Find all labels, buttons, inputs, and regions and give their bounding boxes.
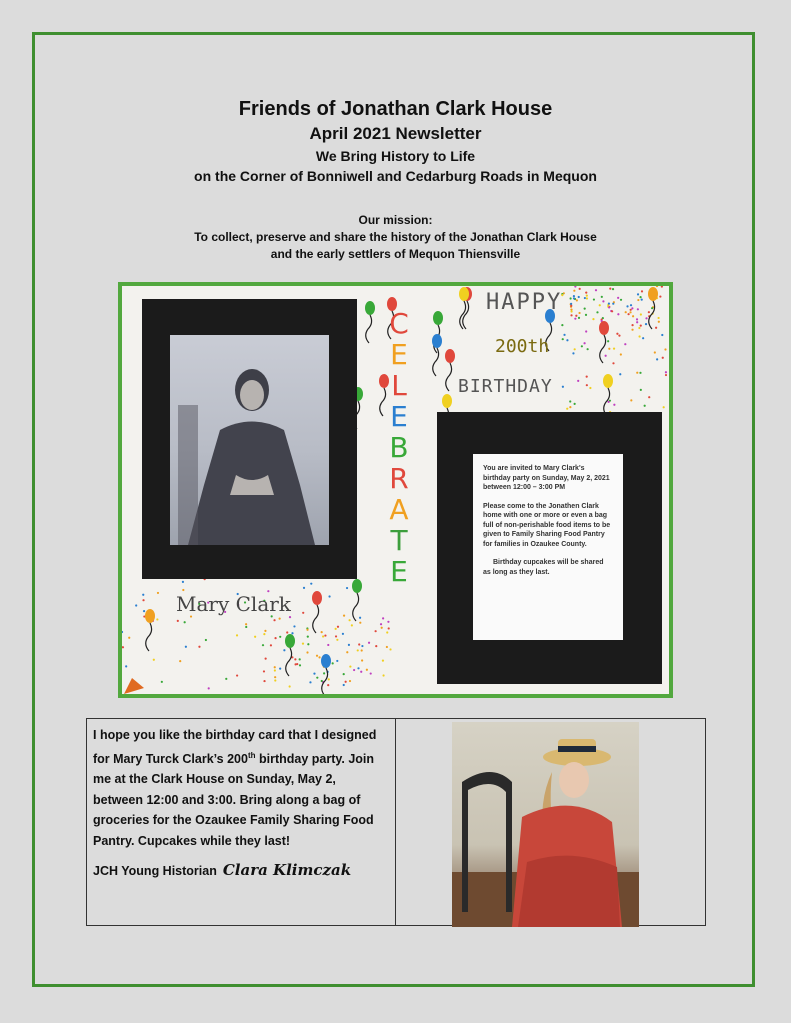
mission-label: Our mission: (358, 213, 433, 227)
mission-line-1: To collect, preserve and share the history of the Jonathan Clark House (194, 230, 597, 244)
mary-clark-label: Mary Clark (176, 592, 291, 616)
celebrate-letter: E (390, 338, 408, 371)
celebrate-letter: R (389, 462, 409, 495)
celebrate-letter: C (389, 307, 409, 340)
celebrate-letters (384, 308, 414, 587)
portrait-figure (170, 335, 329, 545)
happy-text: HAPPY (486, 290, 563, 315)
invitation-mat (437, 412, 662, 684)
young-historian-photo (452, 722, 639, 927)
celebrate-letter: T (390, 524, 408, 557)
celebrate-letter: L (391, 369, 407, 402)
birthday-text: BIRTHDAY (458, 376, 553, 397)
invite-paragraph-3: Birthday cupcakes will be shared as long as they last. (483, 559, 604, 576)
celebrate-letter: A (389, 493, 409, 526)
message-text-a: I hope you like the birthday card that I designed for Mary Turck Clark’s 200 (93, 728, 377, 766)
invite-paragraph-1: You are invited to Mary Clark's birthday party on Sunday, May 2, 2021 between 12:00 – 3:00 PM (483, 465, 610, 491)
message-text (93, 725, 389, 851)
tagline-2: on the Corner of Bonniwell and Cedarburg Roads in Mequon (194, 168, 597, 184)
celebrate-letter: B (389, 431, 409, 464)
invite-paragraph-2: Please come to the Jonathen Clark home with one or more or even a bag full of non-perishable food items to be given to Family Sharing Food Pantry for families in Ozaukee County. (483, 502, 611, 548)
celebrate-letter: E (390, 555, 408, 588)
signoff-label: JCH Young Historian (93, 864, 217, 879)
newsletter-title: Friends of Jonathan Clark House (238, 98, 553, 120)
newsletter-issue: April 2021 Newsletter (309, 124, 482, 143)
celebrate-letter: E (390, 400, 408, 433)
mary-clark-portrait (170, 335, 329, 545)
photo-cell (396, 719, 705, 925)
signature: Clara Klimczak (222, 861, 352, 880)
message-sup: th (247, 750, 256, 760)
invitation-note (473, 454, 623, 640)
mission-line-2: and the early settlers of Mequon Thiensville (270, 247, 521, 261)
mission-statement (0, 212, 791, 263)
tagline-1: We Bring History to Life (315, 148, 476, 164)
newsletter-header (0, 96, 791, 186)
message-table (86, 718, 706, 926)
message-text-b: birthday party. Join me at the Clark House on Sunday, May 2, between 12:00 and 3:00. Bring along a bag of groceries for the Ozaukee Family Sharing Food Pantry. Cupcakes while they last! (93, 751, 375, 848)
portrait-mat (142, 299, 357, 579)
birthday-card (118, 282, 673, 698)
age-text: 200th (495, 336, 550, 357)
young-historian-figure (452, 722, 639, 927)
message-cell (87, 719, 396, 925)
signature-line (93, 861, 389, 879)
